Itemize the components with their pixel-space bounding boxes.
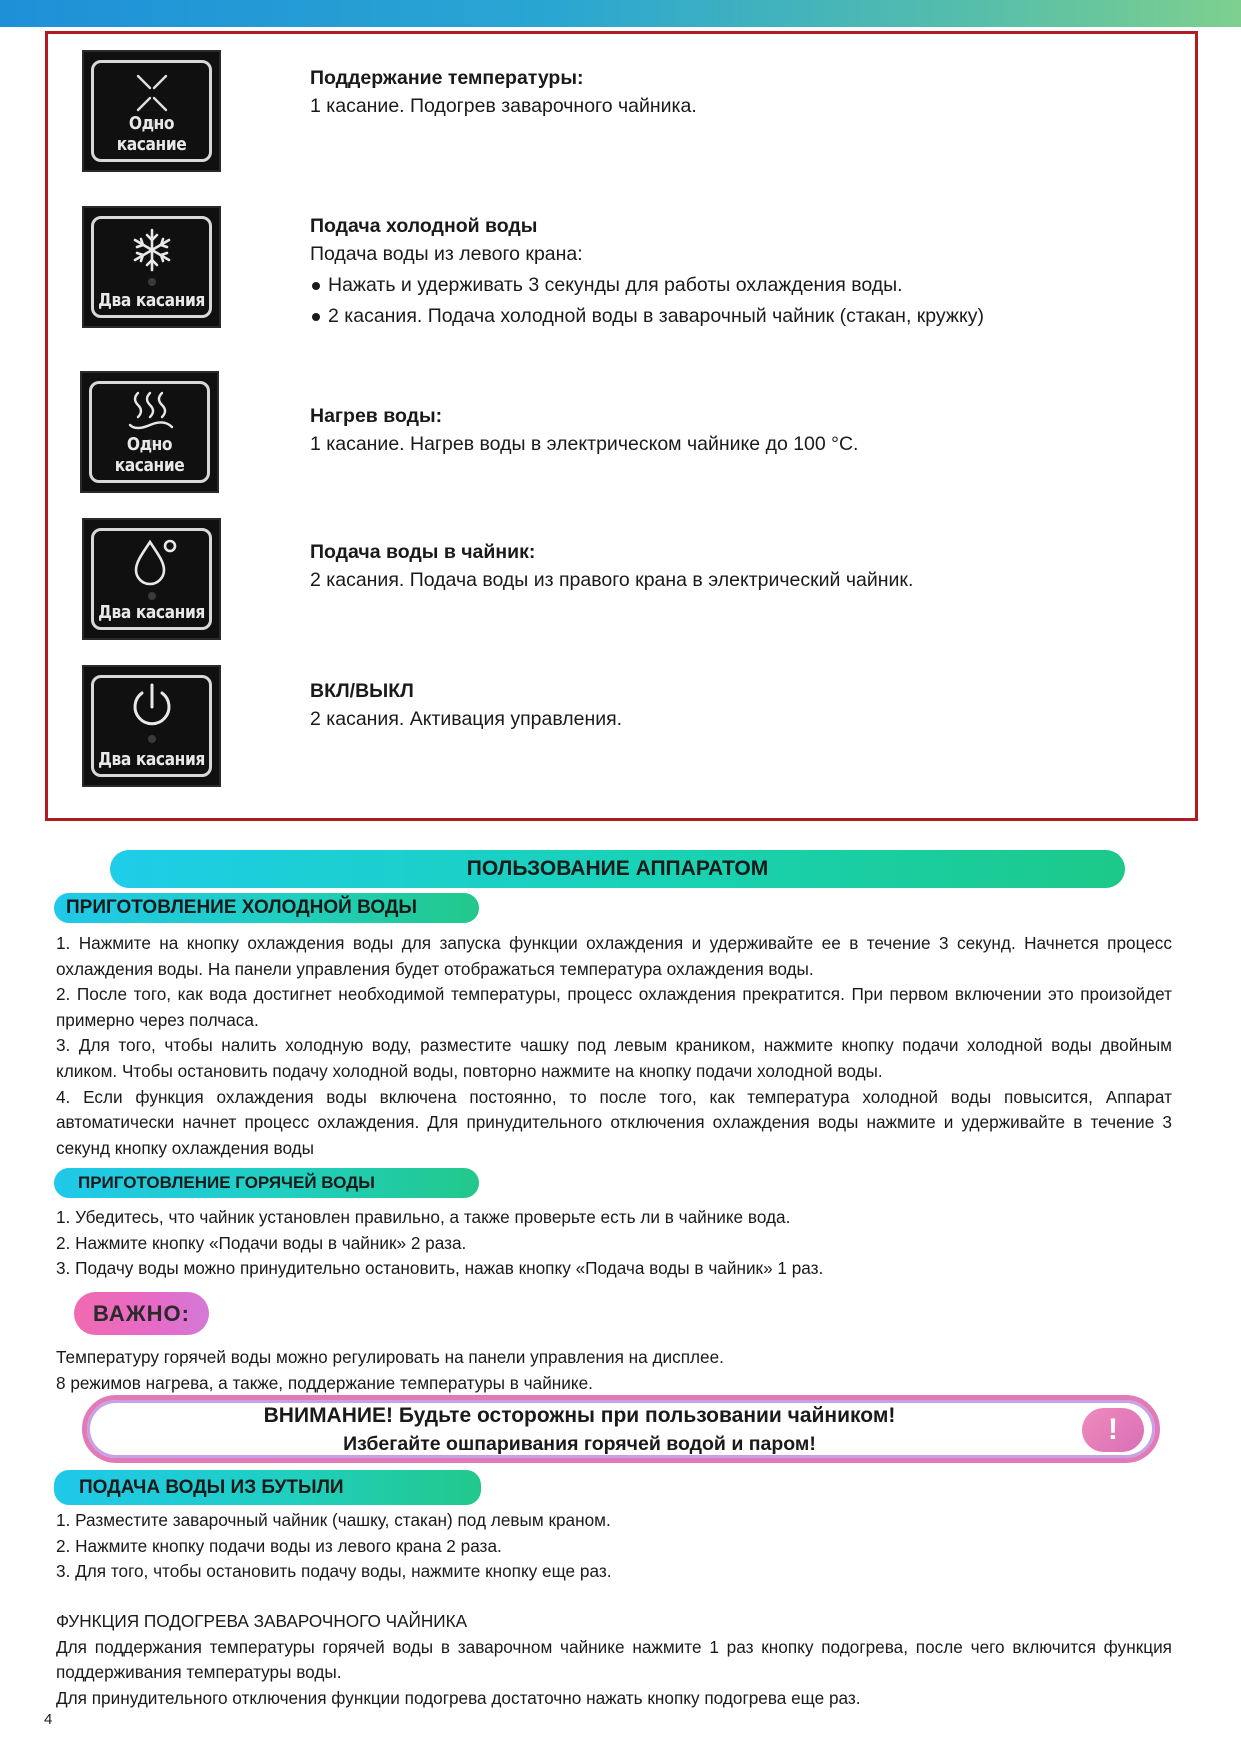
cold-water-description xyxy=(310,212,984,330)
icon-caption: Одно касание xyxy=(116,113,187,155)
cold-water-button-image xyxy=(82,206,221,328)
page-number: 4 xyxy=(44,1711,53,1728)
control-title: Подача холодной воды xyxy=(310,215,538,237)
control-line: 1 касание. Подогрев заварочного чайника. xyxy=(310,95,697,117)
kettle-water-button-image xyxy=(82,518,221,640)
heading-text: ПРИГОТОВЛЕНИЕ ГОРЯЧЕЙ ВОДЫ xyxy=(78,1173,375,1192)
important-text xyxy=(56,1345,1172,1396)
cold-water-steps xyxy=(56,931,1172,1161)
top-color-band xyxy=(0,0,1241,27)
control-panel-legend xyxy=(45,31,1198,821)
bullet-item: 2 касания. Подача холодной воды в заварочный чайник (стакан, кружку) xyxy=(310,302,984,330)
power-icon xyxy=(84,667,223,789)
control-title: Поддержание температуры: xyxy=(310,67,584,89)
step-text: 1. Разместите заварочный чайник (чашку, стакан) под левым краном. xyxy=(56,1510,611,1530)
kettle-water-description xyxy=(310,538,913,594)
icon-caption: Два касания xyxy=(98,290,205,311)
control-line: 2 касания. Подача воды из правого крана в электрический чайник. xyxy=(310,569,914,591)
step-text: 1. Нажмите на кнопку охлаждения воды для запуска функции охлаждения и удерживайте ее в течение 3 секунд. Начнется процесс охлаждения воды. На панели управления будет отображаться температура охлаждения воды. xyxy=(56,933,1172,979)
power-button-image xyxy=(82,665,221,787)
keep-warm-description xyxy=(310,64,697,120)
control-title: Нагрев воды: xyxy=(310,405,443,427)
water-drop-icon xyxy=(84,520,223,642)
heading-text: ПОДАЧА ВОДЫ ИЗ БУТЫЛИ xyxy=(79,1477,344,1498)
warning-banner xyxy=(82,1395,1160,1463)
section-heading: ФУНКЦИЯ ПОДОГРЕВА ЗАВАРОЧНОГО ЧАЙНИКА xyxy=(56,1611,468,1631)
heading-text: ПРИГОТОВЛЕНИЕ ХОЛОДНОЙ ВОДЫ xyxy=(66,897,418,918)
bottle-water-steps xyxy=(56,1508,1172,1585)
power-description xyxy=(310,677,622,733)
step-text: 2. Нажмите кнопку «Подачи воды в чайник» 2 раза. xyxy=(56,1232,467,1253)
kettle-heating-section xyxy=(56,1609,1172,1711)
warning-line-1: ВНИМАНИЕ! Будьте осторожны при пользовании чайником! xyxy=(263,1404,896,1427)
icon-caption: Два касания xyxy=(98,602,205,623)
section-line: Для принудительного отключения функции подогрева достаточно нажать кнопку подогрева еще раз. xyxy=(56,1687,861,1708)
warning-line-2: Избегайте ошпаривания горячей водой и паром! xyxy=(343,1433,816,1455)
step-text: 3. Для того, чтобы налить холодную воду, разместите чашку под левым краником, нажмите кнопку подачи холодной воды двойным кликом. Чтобы остановить подачу холодной воды, повторно нажмите на кнопку подачи холодной воды. xyxy=(56,1035,1172,1081)
control-line: 2 касания. Активация управления. xyxy=(310,708,623,730)
important-badge: ВАЖНО: xyxy=(74,1292,209,1335)
step-text: 2. Нажмите кнопку подачи воды из левого крана 2 раза. xyxy=(56,1535,502,1556)
step-text: 3. Для того, чтобы остановить подачу воды, нажмите кнопку еще раз. xyxy=(56,1561,612,1582)
icon-caption: Одно касание xyxy=(114,434,185,476)
heating-button-image xyxy=(80,371,219,493)
note-line: Температуру горячей воды можно регулировать на панели управления на дисплее. xyxy=(56,1347,724,1367)
note-line: 8 режимов нагрева, а также, поддержание температуры в чайнике. xyxy=(56,1372,593,1393)
cold-water-heading xyxy=(54,893,479,923)
exclamation-icon: ! xyxy=(1082,1408,1144,1452)
snowflake-icon xyxy=(84,208,223,330)
hot-water-heading xyxy=(54,1168,479,1198)
step-text: 2. После того, как вода достигнет необходимой температуры, процесс охлаждения прекратится. При первом включении это произойдет примерно через полчаса. xyxy=(56,984,1172,1030)
bullet-item: Нажать и удерживать 3 секунды для работы охлаждения воды. xyxy=(310,271,984,299)
step-text: 4. Если функция охлаждения воды включена постоянно, то после того, как температура холодной воды повысится, Аппарат автоматически начнет процесс охлаждения. Для принудительного отключения охлаждения воды нажмите и удерживайте в течение 3 секунд кнопку охлаждения воды xyxy=(56,1086,1172,1158)
control-title: ВКЛ/ВЫКЛ xyxy=(310,680,414,702)
hot-water-steps xyxy=(56,1205,1172,1282)
control-line: 1 касание. Нагрев воды в электрическом чайнике до 100 °C. xyxy=(310,433,859,455)
control-line: Подача воды из левого крана: xyxy=(310,243,583,265)
usage-section-heading: ПОЛЬЗОВАНИЕ АППАРАТОМ xyxy=(110,850,1125,888)
keep-warm-button-image xyxy=(82,50,221,172)
control-title: Подача воды в чайник: xyxy=(310,541,536,563)
step-text: 1. Убедитесь, что чайник установлен правильно, а также проверьте есть ли в чайнике вода. xyxy=(56,1207,791,1227)
icon-caption: Два касания xyxy=(98,749,205,770)
bottle-water-heading xyxy=(54,1470,481,1505)
step-text: 3. Подачу воды можно принудительно остановить, нажав кнопку «Подача воды в чайник» 1 раз. xyxy=(56,1258,824,1279)
section-line: Для поддержания температуры горячей воды в заварочном чайнике нажмите 1 раз кнопку подогрева, после чего включится функция поддерживания температуры воды. xyxy=(56,1636,1172,1683)
heating-description xyxy=(310,402,858,458)
